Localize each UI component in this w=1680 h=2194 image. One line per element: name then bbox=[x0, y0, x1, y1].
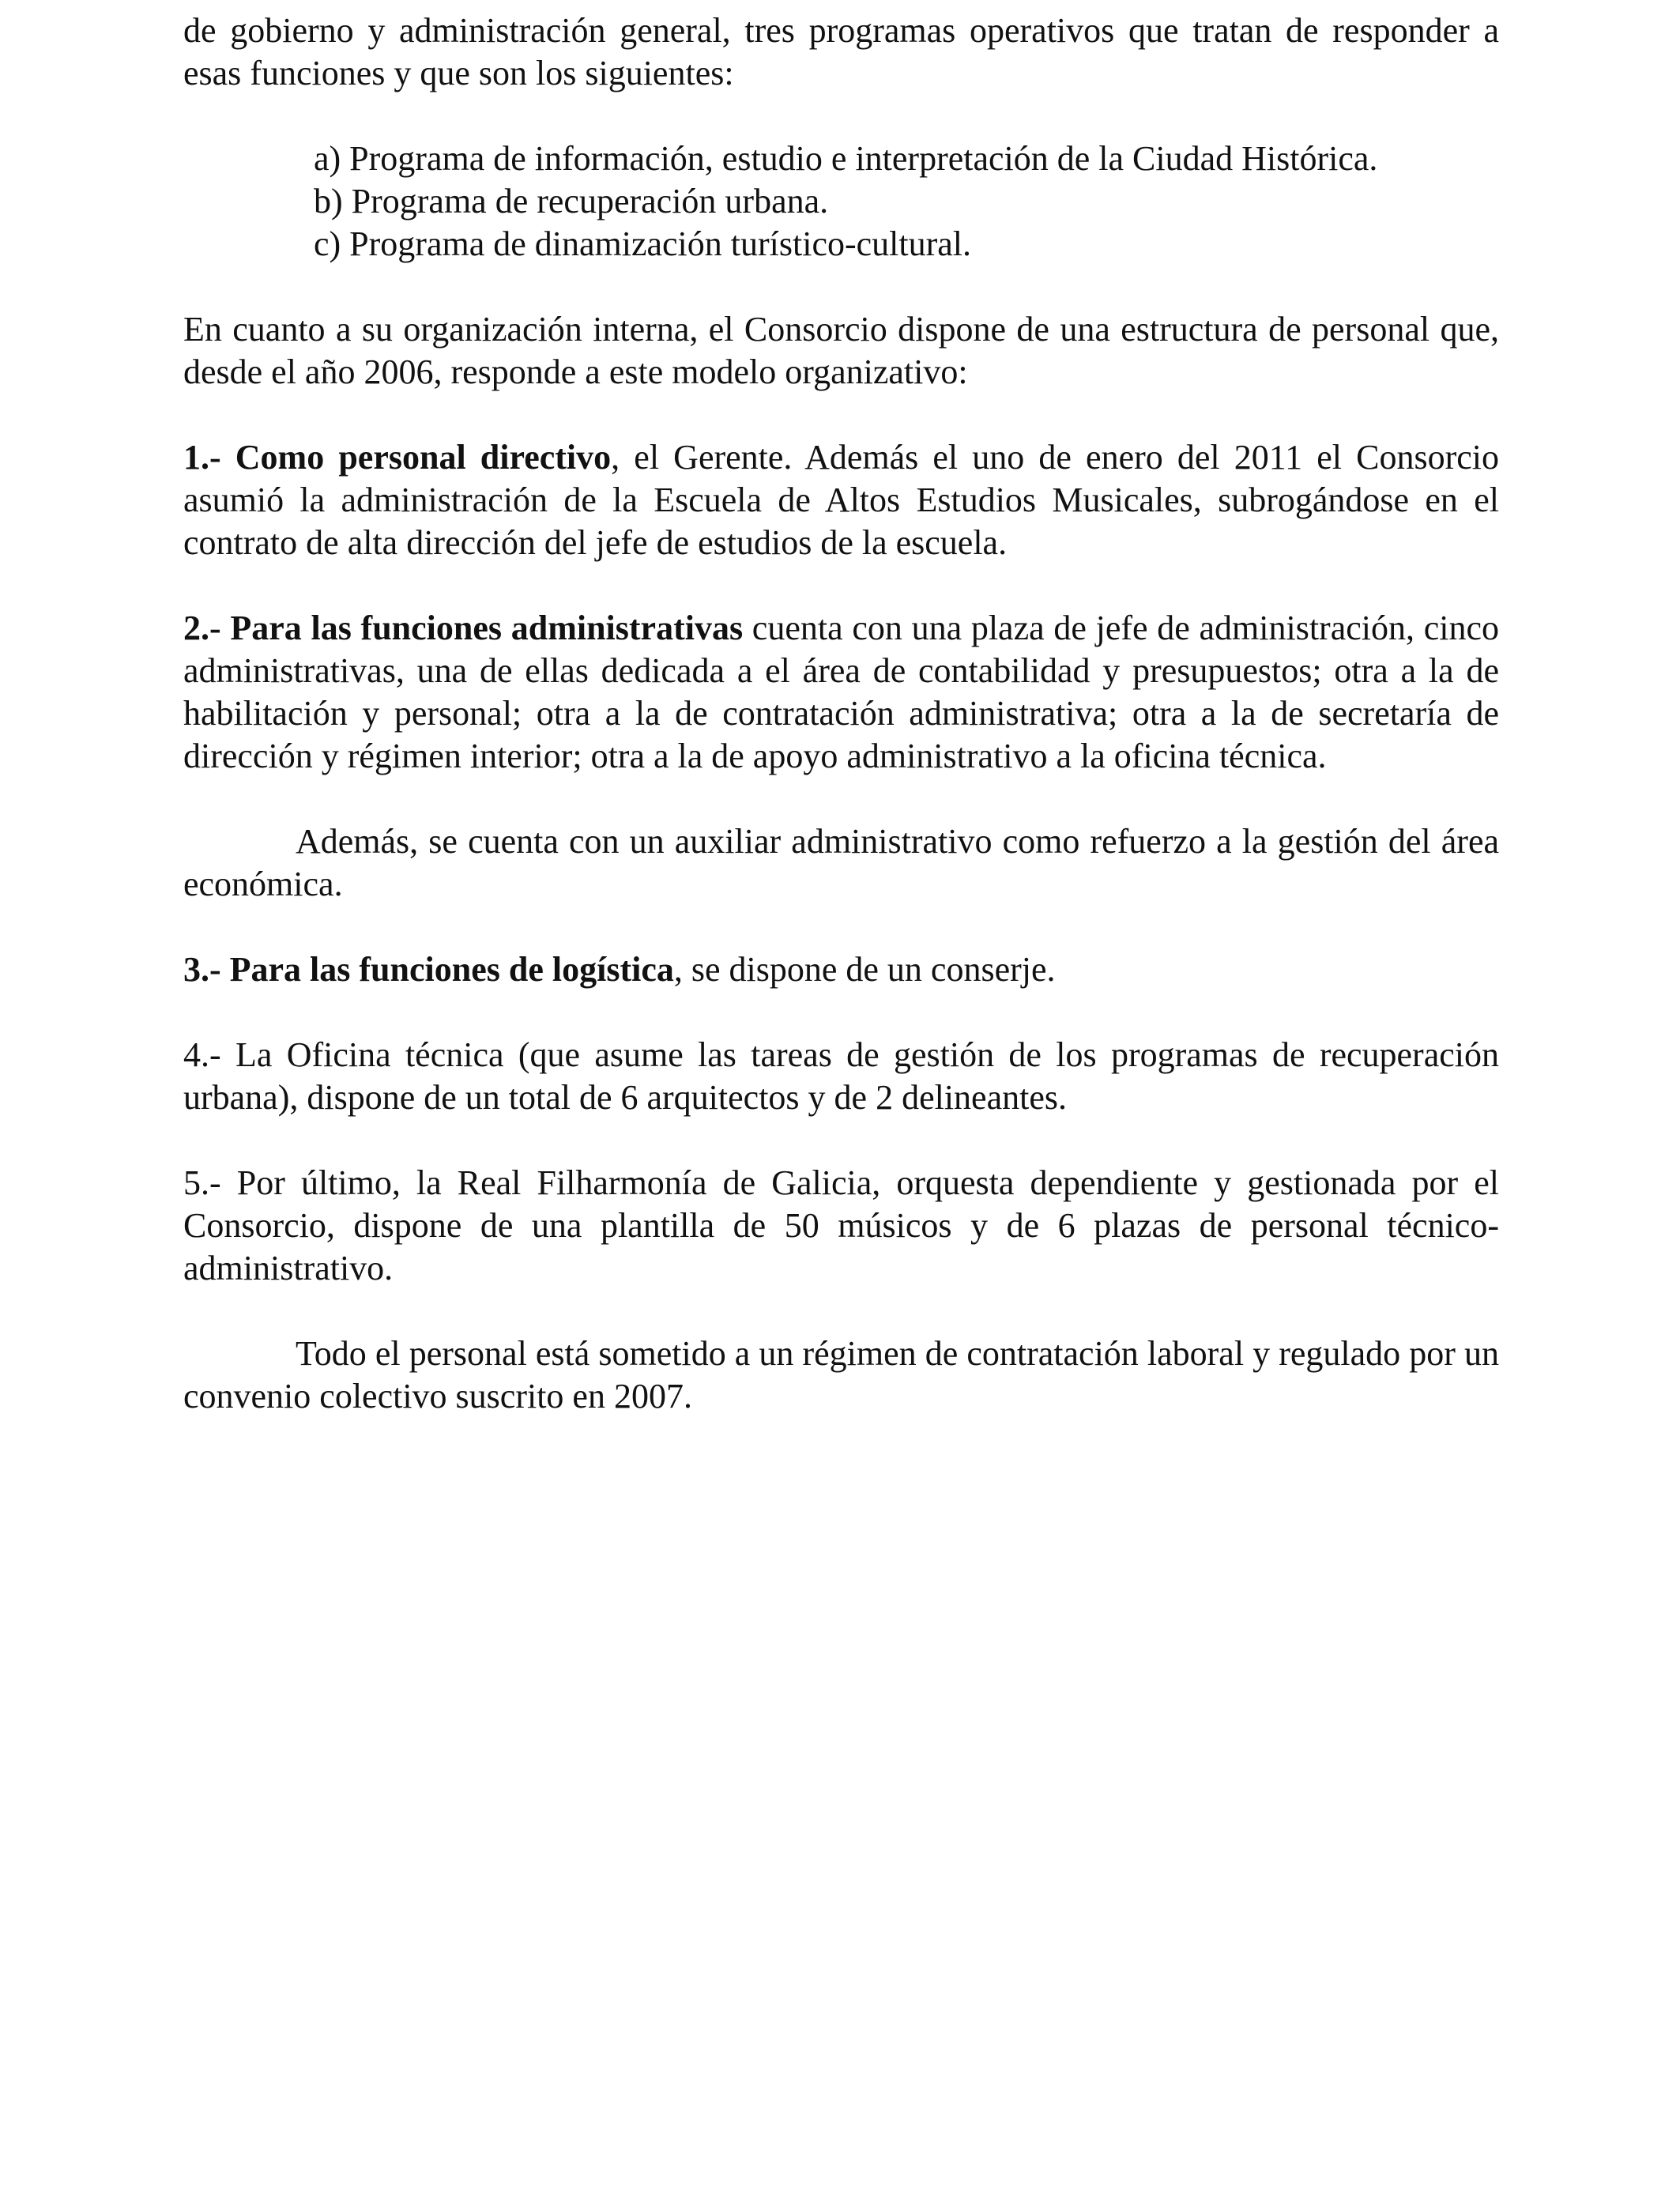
item-1-paragraph bbox=[183, 436, 1499, 564]
spacer bbox=[183, 564, 1499, 607]
item-5-paragraph: 5.- Por último, la Real Filharmonía de Galicia, orquesta dependiente y gestionada por el Consorcio, dispone de una plantilla de 50 músicos y de 6 plazas de personal técnico-administrativo. bbox=[183, 1163, 1499, 1287]
program-item-b: b) Programa de recuperación urbana. bbox=[314, 182, 829, 221]
spacer bbox=[183, 906, 1499, 948]
spacer bbox=[183, 1290, 1499, 1333]
item-2-heading: 2.- Para las funciones administrativas bbox=[183, 609, 744, 647]
item-4-paragraph: 4.- La Oficina técnica (que asume las tareas de gestión de los programas de recuperación urbana), dispone de un total de 6 arquitectos y de 2 delineantes. bbox=[183, 1035, 1499, 1117]
programs-list bbox=[183, 138, 1499, 266]
item-2-text: cuenta con una plaza de jefe de administración, cinco administrativas, una de ellas dedicada a el área de contabilidad y presupuestos; otra a la de habilitación y personal; otra a la de contratación administrativa; otra a la de secretaría de dirección y régimen interior; otra a la de apoyo administrativo a la oficina técnica. bbox=[183, 609, 1499, 775]
spacer bbox=[183, 1119, 1499, 1162]
item-3-paragraph bbox=[183, 948, 1499, 991]
spacer bbox=[183, 266, 1499, 308]
program-item-c: c) Programa de dinamización turístico-cultural. bbox=[314, 224, 972, 263]
item-3-heading: 3.- Para las funciones de logística bbox=[183, 950, 674, 989]
item-2-extra-paragraph: Además, se cuenta con un auxiliar administrativo como refuerzo a la gestión del área económica. bbox=[183, 822, 1499, 903]
item-1-text: , el Gerente. Además el uno de enero del 2011 el Consorcio asumió la administración de la Escuela de Altos Estudios Musicales, subrogándose en el contrato de alta dirección del jefe de estudios de la escuela. bbox=[183, 438, 1500, 562]
spacer bbox=[183, 95, 1499, 138]
spacer bbox=[183, 991, 1499, 1034]
closing-paragraph: Todo el personal está sometido a un régimen de contratación laboral y regulado por un convenio colectivo suscrito en 2007. bbox=[183, 1334, 1499, 1416]
intro-paragraph: de gobierno y administración general, tres programas operativos que tratan de responder a esas funciones y que son los siguientes: bbox=[183, 11, 1499, 92]
item-2-paragraph bbox=[183, 607, 1499, 778]
spacer bbox=[183, 778, 1499, 820]
item-3-text: , se dispone de un conserje. bbox=[673, 950, 1056, 989]
program-item-a: a) Programa de información, estudio e interpretación de la Ciudad Histórica. bbox=[314, 139, 1378, 178]
item-1-heading: 1.- Como personal directivo bbox=[183, 438, 612, 477]
organization-paragraph: En cuanto a su organización interna, el Consorcio dispone de una estructura de personal que, desde el año 2006, responde a este modelo organizativo: bbox=[183, 310, 1499, 391]
document-page bbox=[183, 9, 1499, 1418]
spacer bbox=[183, 394, 1499, 436]
